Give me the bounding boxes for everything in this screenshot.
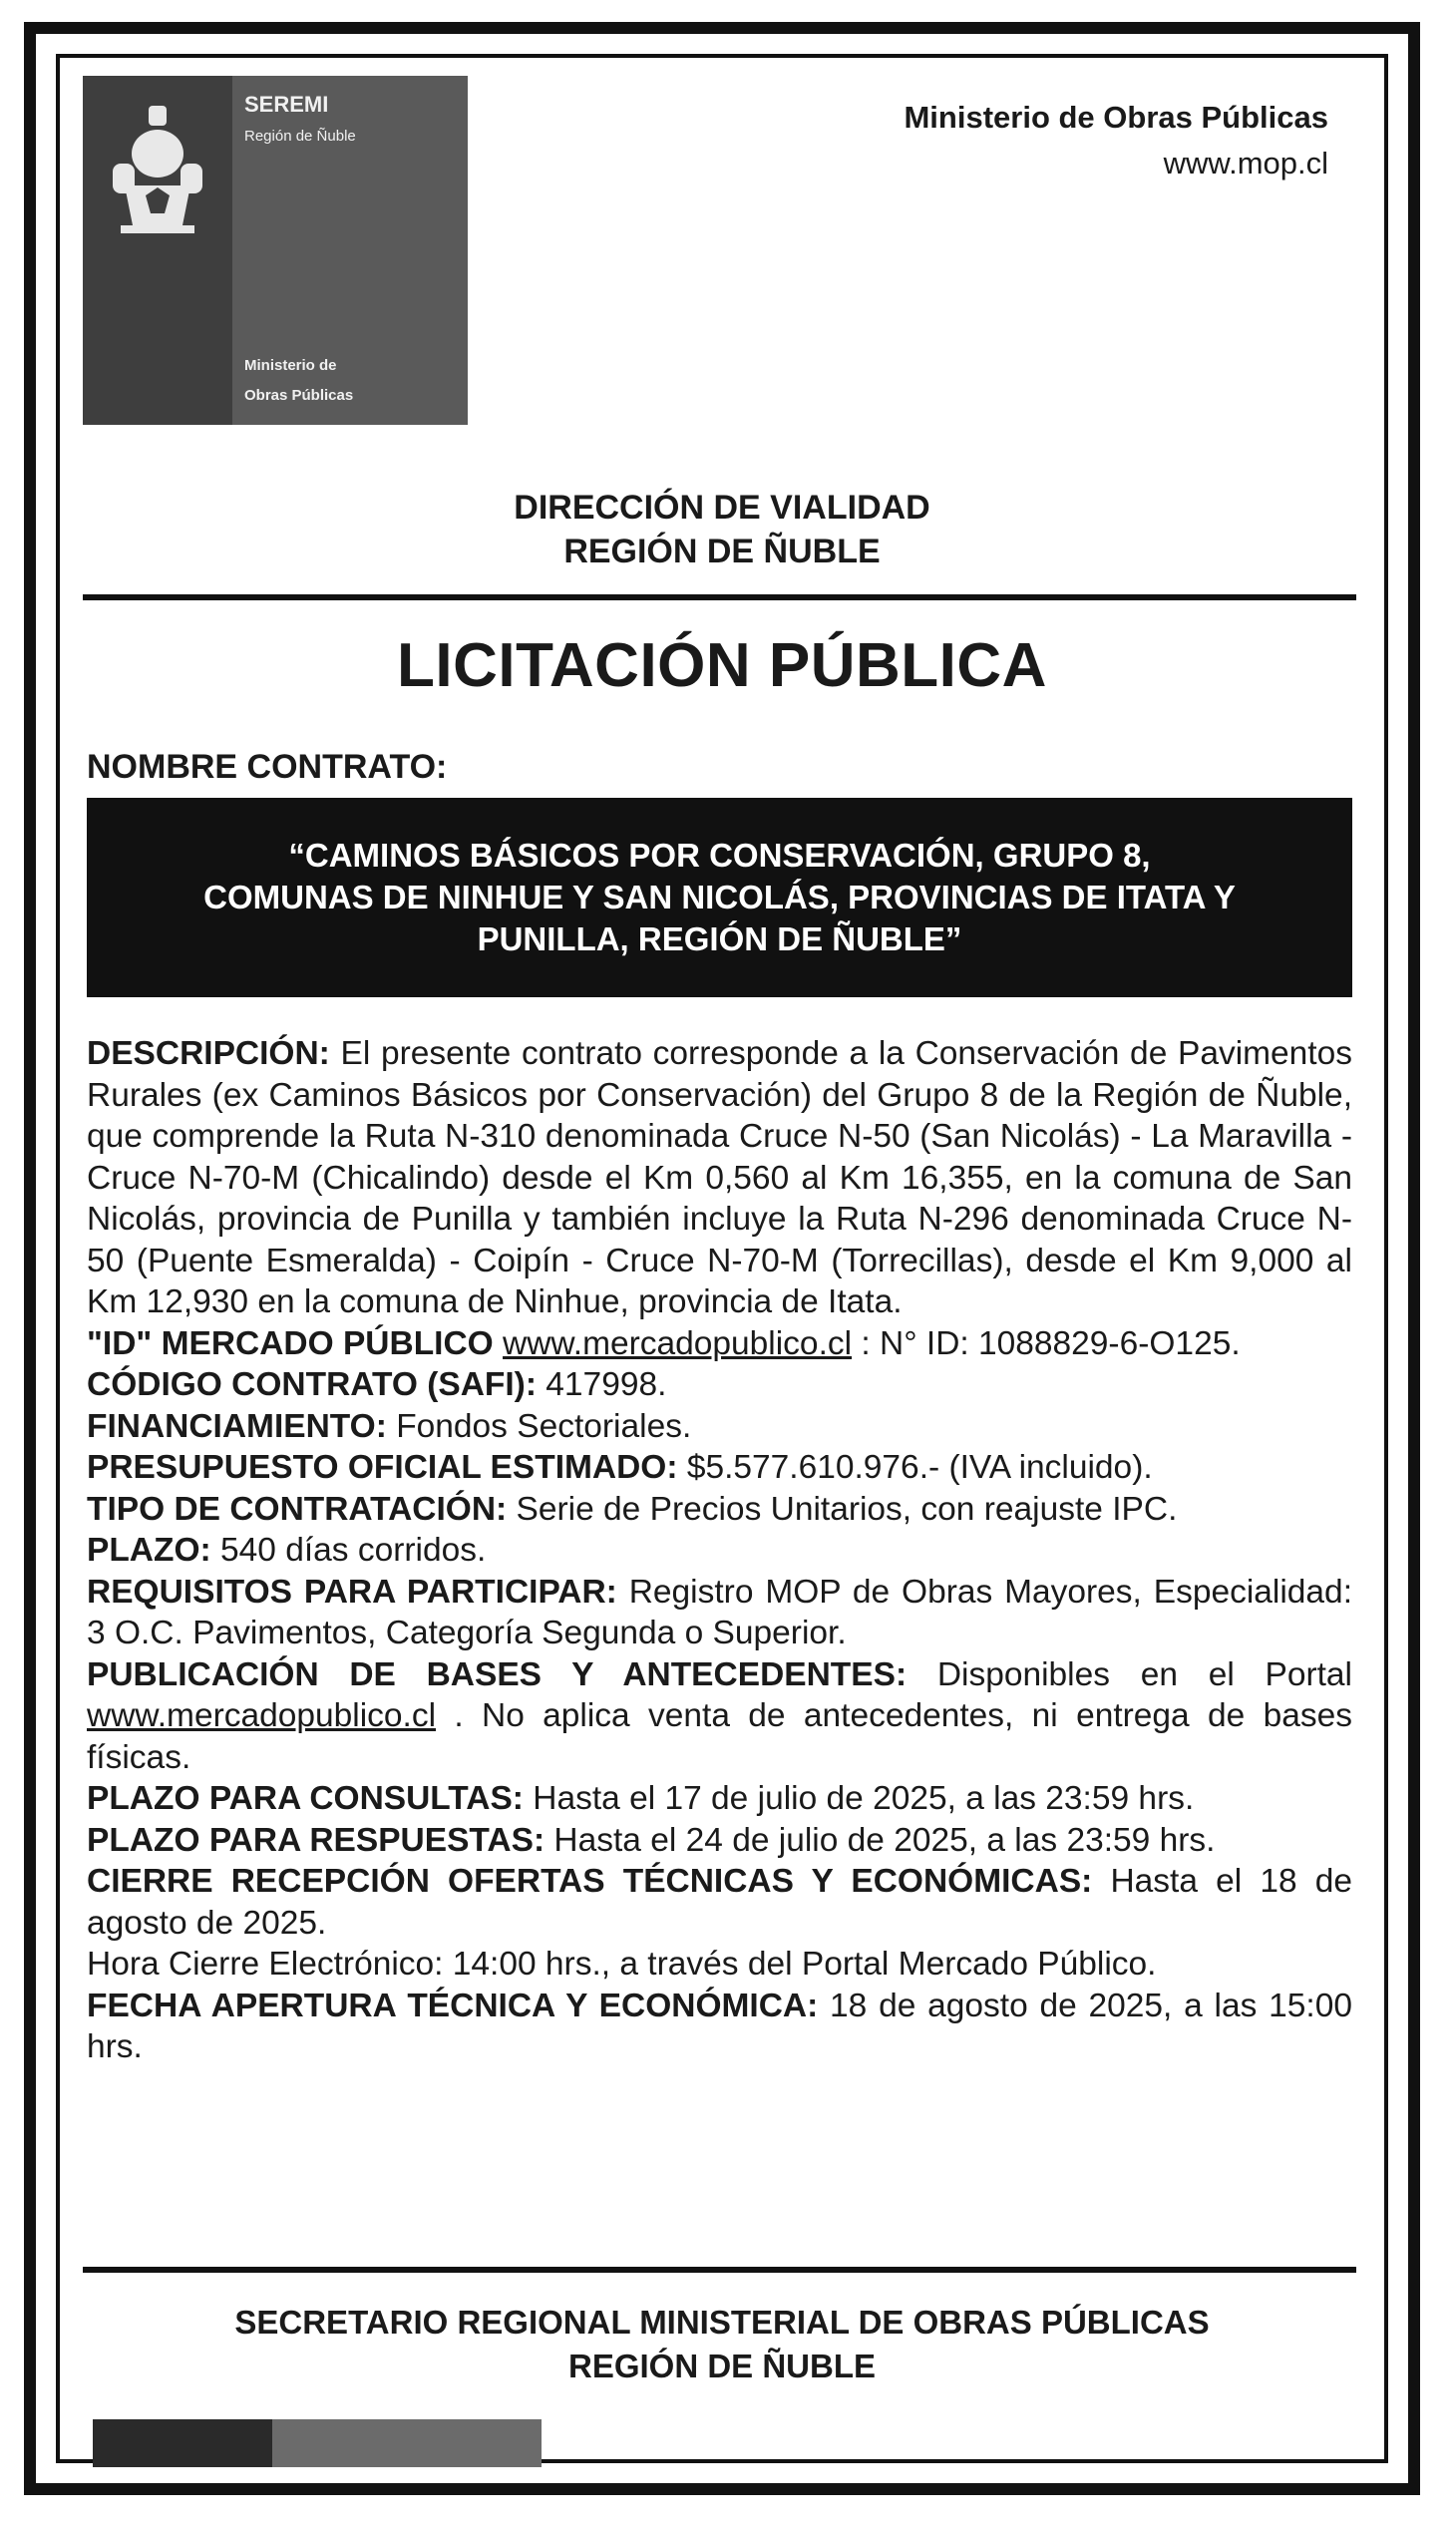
apertura-text: 18 de agosto de 2025, a las 15:00 hrs. [87,1987,1352,2065]
logo-region: Región de Ñuble [244,128,356,145]
notice-outer-frame [24,22,1420,2495]
codigo-paragraph [87,1364,1352,1406]
id-text: : N° ID: 1088829-6-O125. [861,1324,1241,1362]
notice-inner-frame [56,54,1388,2463]
descripcion-paragraph [87,1033,1352,1323]
divider-bottom [83,2267,1356,2273]
mercadopublico-link[interactable]: www.mercadopublico.cl [503,1324,853,1362]
footer-line2: REGIÓN DE ÑUBLE [567,2348,877,2384]
footer-bar-gray [272,2419,542,2467]
logo-ministry-line1: Ministerio de [244,357,337,374]
seremi-logo [83,76,468,425]
hora-cierre-paragraph [87,1944,1352,1986]
tipo-paragraph [87,1489,1352,1531]
publicacion-text1: Disponibles en el Portal [936,1655,1352,1693]
financiamiento-text: Fondos Sectoriales. [396,1407,692,1445]
presupuesto-label: PRESUPUESTO OFICIAL ESTIMADO: [87,1449,678,1486]
logo-text-panel [232,76,468,425]
respuestas-paragraph [87,1820,1352,1862]
tipo-label: TIPO DE CONTRATACIÓN: [87,1490,508,1528]
direction-line1: DIRECCIÓN DE VIALIDAD [514,489,930,527]
logo-seremi: SEREMI [244,92,329,117]
page-title: LICITACIÓN PÚBLICA [397,631,1047,700]
descripcion-text: El presente contrato corresponde a la Conservación de Pavimentos Rurales (ex Caminos Básicos por Conservación) del Grupo 8 de la Región de Ñuble, que comprende la Ruta N-310 denominada Cruce N-50 (San Nicolás) - La Maravilla - Cruce N-70-M (Chicalindo) desde el Km 0,560 al Km 16,355, en la comuna de San Nicolás, provincia de Punilla y también incluye la Ruta N-296 denominada Cruce N-50 (Puente Esmeralda) - Coipín - Cruce N-70-M (Torrecillas), desde el Km 9,000 al Km 12,930 en la comuna de Ninhue, provincia de Itata. [87,1035,1352,1320]
footer-line1: SECRETARIO REGIONAL MINISTERIAL DE OBRAS PÚBLICAS [234,2304,1210,2341]
contract-name-label: NOMBRE CONTRATO: [87,748,448,786]
id-label: "ID" MERCADO PÚBLICO [87,1324,494,1362]
tipo-text: Serie de Precios Unitarios, con reajuste IPC. [516,1490,1178,1528]
logo-ministry-line2: Obras Públicas [244,387,354,404]
presupuesto-text: $5.577.610.976.- (IVA incluido). [686,1449,1153,1486]
contract-details [87,1033,1352,2068]
codigo-label: CÓDIGO CONTRATO (SAFI): [87,1366,537,1403]
contract-name-line1: “CAMINOS BÁSICOS POR CONSERVACIÓN, GRUPO 8, [288,837,1151,874]
publicacion-label: PUBLICACIÓN DE BASES Y ANTECEDENTES: [87,1655,908,1693]
respuestas-label: PLAZO PARA RESPUESTAS: [87,1821,546,1859]
cierre-paragraph [87,1861,1352,1944]
footer-bar-dark [93,2419,272,2467]
presupuesto-paragraph [87,1447,1352,1489]
requisitos-paragraph [87,1572,1352,1654]
cierre-text: Hasta el 18 de agosto de 2025. [87,1863,1352,1942]
plazo-text: 540 días corridos. [220,1532,487,1569]
header-website: www.mop.cl [1163,146,1328,181]
header-ministry: Ministerio de Obras Públicas [904,100,1328,135]
chile-coat-of-arms-icon [83,76,232,425]
mercadopublico-portal-link[interactable]: www.mercadopublico.cl [87,1697,437,1734]
financiamiento-label: FINANCIAMIENTO: [87,1407,387,1445]
descripcion-label: DESCRIPCIÓN: [87,1035,330,1072]
codigo-text: 417998. [546,1366,667,1403]
cierre-label: CIERRE RECEPCIÓN OFERTAS TÉCNICAS Y ECONÓMICAS: [87,1863,1093,1900]
consultas-paragraph [87,1778,1352,1820]
divider-top [83,594,1356,600]
consultas-text: Hasta el 17 de julio de 2025, a las 23:59 hrs. [533,1780,1195,1817]
apertura-paragraph [87,1986,1352,2068]
apertura-label: FECHA APERTURA TÉCNICA Y ECONÓMICA: [87,1987,819,2024]
logo-ministry [244,351,444,411]
contract-name-box [87,798,1352,997]
plazo-paragraph [87,1530,1352,1572]
plazo-label: PLAZO: [87,1532,211,1569]
respuestas-text: Hasta el 24 de julio de 2025, a las 23:59 hrs. [553,1821,1216,1859]
publicacion-paragraph [87,1654,1352,1779]
consultas-label: PLAZO PARA CONSULTAS: [87,1780,524,1817]
requisitos-label: REQUISITOS PARA PARTICIPAR: [87,1573,617,1611]
contract-name-line3: PUNILLA, REGIÓN DE ÑUBLE” [477,920,962,957]
publicacion-text2: . No aplica venta de antecedentes, ni entrega de bases físicas. [87,1697,1352,1776]
financiamiento-paragraph [87,1406,1352,1448]
contract-name-line2: COMUNAS DE NINHUE Y SAN NICOLÁS, PROVINCIAS DE ITATA Y [203,879,1236,915]
requisitos-text: Registro MOP de Obras Mayores, Especialidad: 3 O.C. Pavimentos, Categoría Segunda o Superior. [87,1573,1352,1651]
id-paragraph [87,1323,1352,1365]
hora-cierre-text: Hora Cierre Electrónico: 14:00 hrs., a través del Portal Mercado Público. [87,1946,1157,1983]
direction-line2: REGIÓN DE ÑUBLE [563,533,881,570]
